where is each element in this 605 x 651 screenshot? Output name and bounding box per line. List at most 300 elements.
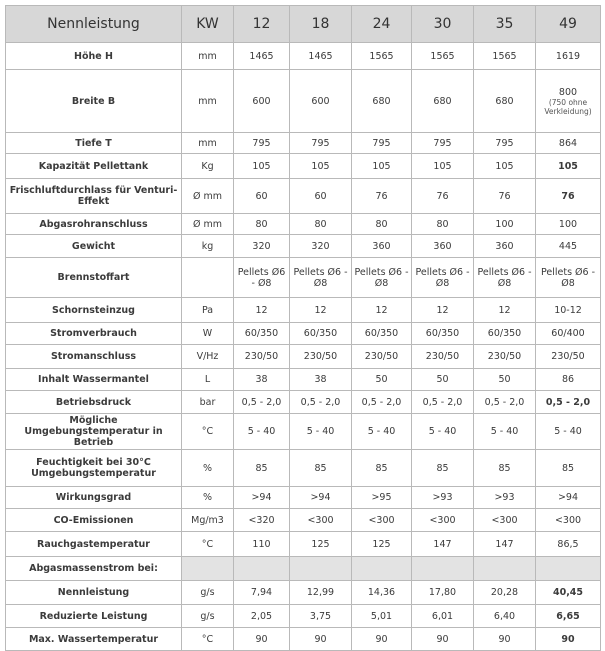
value-cell xyxy=(352,154,412,179)
value-text: 0,5 - 2,0 xyxy=(300,396,341,408)
value-cell xyxy=(352,323,412,345)
value-cell xyxy=(474,605,536,628)
header-cell: 35 xyxy=(474,6,536,43)
value-text: 0,5 - 2,0 xyxy=(241,396,282,408)
value-text: 76 xyxy=(498,190,511,202)
header-row xyxy=(6,6,601,43)
table-row xyxy=(6,391,601,414)
value-cell xyxy=(352,214,412,235)
value-cell xyxy=(474,179,536,214)
table-row xyxy=(6,450,601,487)
value-cell xyxy=(412,509,474,532)
value-cell xyxy=(412,345,474,369)
table-row xyxy=(6,298,601,323)
value-text: 85 xyxy=(314,462,327,474)
value-cell xyxy=(536,258,601,298)
value-text: 147 xyxy=(433,538,452,550)
value-text: <300 xyxy=(307,514,334,526)
value-cell xyxy=(290,298,352,323)
value-text: 230/50 xyxy=(303,351,338,362)
value-cell xyxy=(412,605,474,628)
value-cell xyxy=(290,414,352,450)
unit-cell: g/s xyxy=(182,581,234,605)
value-cell xyxy=(474,214,536,235)
unit-cell: Mg/m3 xyxy=(182,509,234,532)
value-cell xyxy=(234,487,290,509)
header-cell: 49 xyxy=(536,6,601,43)
value-cell xyxy=(474,414,536,450)
value-cell xyxy=(412,235,474,258)
value-cell xyxy=(474,154,536,179)
value-cell xyxy=(290,258,352,298)
value-text: 105 xyxy=(433,160,452,172)
row-label: Inhalt Wassermantel xyxy=(6,369,182,391)
unit-cell: kg xyxy=(182,235,234,258)
value-cell xyxy=(412,391,474,414)
value-text: 60/350 xyxy=(303,328,338,339)
value-text: 80 xyxy=(375,218,388,230)
value-text: 110 xyxy=(252,538,271,550)
value-cell xyxy=(412,532,474,557)
value-cell xyxy=(290,154,352,179)
value-cell xyxy=(290,509,352,532)
value-cell xyxy=(536,532,601,557)
section-value-cell xyxy=(352,557,412,581)
unit-cell xyxy=(182,258,234,298)
value-cell xyxy=(352,487,412,509)
value-cell xyxy=(352,298,412,323)
value-cell xyxy=(290,133,352,154)
value-cell xyxy=(352,532,412,557)
value-text: 14,36 xyxy=(367,587,396,598)
value-text: <300 xyxy=(368,514,395,526)
header-cell: 18 xyxy=(290,6,352,43)
value-cell xyxy=(536,43,601,70)
unit-cell: % xyxy=(182,487,234,509)
unit-cell: W xyxy=(182,323,234,345)
value-cell xyxy=(234,323,290,345)
value-cell xyxy=(290,70,352,133)
value-text: 76 xyxy=(436,190,449,202)
value-cell xyxy=(290,235,352,258)
value-text: 680 xyxy=(433,95,452,107)
table-row xyxy=(6,487,601,509)
table-row xyxy=(6,414,601,450)
unit-cell: °C xyxy=(182,414,234,450)
value-text: 40,45 xyxy=(552,587,584,598)
value-cell xyxy=(536,214,601,235)
value-cell xyxy=(474,628,536,651)
value-cell xyxy=(412,450,474,487)
value-text: Pellets Ø6 - Ø8 xyxy=(477,266,532,289)
row-label: Nennleistung xyxy=(6,581,182,605)
header-cell: KW xyxy=(182,6,234,43)
value-text: 12 xyxy=(255,304,268,316)
value-text: 60 xyxy=(255,190,268,202)
row-label: Kapazität Pellettank xyxy=(6,154,182,179)
row-label: Reduzierte Leistung xyxy=(6,605,182,628)
value-cell xyxy=(474,70,536,133)
value-text: 38 xyxy=(314,374,327,385)
value-cell xyxy=(412,323,474,345)
section-value-cell xyxy=(234,557,290,581)
unit-cell: Ø mm xyxy=(182,214,234,235)
value-cell xyxy=(234,414,290,450)
value-text: 86,5 xyxy=(557,538,579,550)
value-text: 1565 xyxy=(492,50,517,62)
value-cell xyxy=(290,179,352,214)
value-text: 90 xyxy=(314,633,327,645)
value-cell xyxy=(352,581,412,605)
table-row xyxy=(6,179,601,214)
value-cell xyxy=(234,43,290,70)
value-text: 80 xyxy=(255,218,268,230)
value-text: 5 - 40 xyxy=(306,426,335,437)
row-label: Max. Wassertemperatur xyxy=(6,628,182,651)
value-text: 105 xyxy=(311,160,330,172)
value-text: Pellets Ø6 - Ø8 xyxy=(354,266,409,289)
value-text: 864 xyxy=(558,137,578,149)
table-row xyxy=(6,557,601,581)
value-cell xyxy=(290,532,352,557)
value-text: 445 xyxy=(558,240,578,252)
value-text: 1465 xyxy=(308,50,333,62)
value-cell xyxy=(536,391,601,414)
value-text: 20,28 xyxy=(490,587,519,598)
value-text: 230/50 xyxy=(425,351,460,362)
value-text: 320 xyxy=(311,240,330,252)
value-text: 80 xyxy=(436,218,449,230)
row-label: CO-Emissionen xyxy=(6,509,182,532)
value-cell xyxy=(234,391,290,414)
section-value-cell xyxy=(536,557,601,581)
value-cell xyxy=(412,70,474,133)
value-text: 6,40 xyxy=(493,610,516,622)
table-row xyxy=(6,258,601,298)
value-text: 795 xyxy=(372,137,391,149)
value-cell xyxy=(290,450,352,487)
unit-cell: Kg xyxy=(182,154,234,179)
section-value-cell xyxy=(290,557,352,581)
value-text: 10-12 xyxy=(554,304,582,316)
value-text: 105 xyxy=(252,160,271,172)
value-text: <320 xyxy=(248,514,275,526)
value-text: 680 xyxy=(495,95,514,107)
value-cell xyxy=(474,43,536,70)
value-text: Pellets Ø6 - Ø8 xyxy=(237,266,286,289)
value-text: 1565 xyxy=(369,50,394,62)
value-cell xyxy=(412,43,474,70)
row-label: Breite B xyxy=(6,70,182,133)
value-text: 6,65 xyxy=(556,610,580,622)
table-row xyxy=(6,133,601,154)
unit-cell: mm xyxy=(182,70,234,133)
value-cell xyxy=(290,214,352,235)
value-text: 0,5 - 2,0 xyxy=(361,396,402,408)
value-text: 5 - 40 xyxy=(367,426,396,437)
value-cell xyxy=(234,605,290,628)
value-text: 230/50 xyxy=(364,351,399,362)
value-text: 5 - 40 xyxy=(428,426,457,437)
value-text: 105 xyxy=(372,160,391,172)
value-cell xyxy=(536,70,601,133)
value-cell xyxy=(234,154,290,179)
value-text: 6,01 xyxy=(431,610,454,622)
value-text: >94 xyxy=(310,492,331,503)
value-text: 12 xyxy=(436,304,449,316)
value-cell xyxy=(290,323,352,345)
value-text: 5 - 40 xyxy=(490,426,519,437)
value-cell xyxy=(474,235,536,258)
section-value-cell xyxy=(474,557,536,581)
value-cell xyxy=(352,605,412,628)
row-label: Brennstoffart xyxy=(6,258,182,298)
value-cell xyxy=(290,369,352,391)
value-text: 90 xyxy=(375,633,388,645)
value-cell xyxy=(536,154,601,179)
value-cell xyxy=(234,509,290,532)
row-label: Rauchgastemperatur xyxy=(6,532,182,557)
value-text: 60/350 xyxy=(244,328,279,339)
table-row xyxy=(6,369,601,391)
value-cell xyxy=(234,581,290,605)
value-text: 85 xyxy=(436,462,449,474)
value-cell xyxy=(536,133,601,154)
table-row xyxy=(6,345,601,369)
value-cell xyxy=(536,509,601,532)
value-text: 60/400 xyxy=(551,328,585,339)
value-text: 105 xyxy=(558,160,578,172)
value-text: 800 xyxy=(558,86,578,98)
value-text: 100 xyxy=(558,218,578,230)
value-text: >93 xyxy=(432,492,453,503)
value-text: 90 xyxy=(436,633,449,645)
value-cell xyxy=(234,369,290,391)
value-cell xyxy=(536,235,601,258)
unit-cell: Ø mm xyxy=(182,179,234,214)
value-text: >95 xyxy=(371,492,392,503)
value-cell xyxy=(234,70,290,133)
value-text: 85 xyxy=(375,462,388,474)
value-cell xyxy=(474,298,536,323)
value-cell xyxy=(412,133,474,154)
row-label: Abgasrohranschluss xyxy=(6,214,182,235)
value-note: (750 ohne Verkleidung) xyxy=(544,97,592,116)
value-cell xyxy=(290,391,352,414)
value-text: 90 xyxy=(498,633,511,645)
value-cell xyxy=(474,509,536,532)
value-cell xyxy=(352,235,412,258)
unit-cell: % xyxy=(182,450,234,487)
value-text: 76 xyxy=(561,190,575,202)
value-cell xyxy=(352,258,412,298)
table-row xyxy=(6,235,601,258)
value-text: Pellets Ø6 - Ø8 xyxy=(293,266,348,289)
value-text: 60/350 xyxy=(425,328,460,339)
value-cell xyxy=(290,487,352,509)
value-text: 50 xyxy=(436,374,449,385)
section-value-cell xyxy=(412,557,474,581)
spec-table-container xyxy=(5,5,601,651)
value-text: 12 xyxy=(375,304,388,316)
value-text: 100 xyxy=(495,218,514,230)
unit-cell: Pa xyxy=(182,298,234,323)
unit-cell: g/s xyxy=(182,605,234,628)
value-text: 360 xyxy=(433,240,452,252)
value-cell xyxy=(536,414,601,450)
value-cell xyxy=(474,323,536,345)
value-text: 147 xyxy=(495,538,514,550)
value-cell xyxy=(536,298,601,323)
value-cell xyxy=(536,345,601,369)
table-row xyxy=(6,509,601,532)
value-text: Pellets Ø6 - Ø8 xyxy=(415,266,470,289)
spec-table xyxy=(5,5,601,651)
value-text: 795 xyxy=(311,137,330,149)
value-text: <300 xyxy=(554,514,582,526)
value-cell xyxy=(352,509,412,532)
row-label: Mögliche Umgebungstemperatur in Betrieb xyxy=(6,414,182,450)
row-label: Frischluftdurchlass für Venturi-Effekt xyxy=(6,179,182,214)
value-text: 17,80 xyxy=(428,587,457,598)
value-text: 680 xyxy=(372,95,391,107)
row-label: Stromanschluss xyxy=(6,345,182,369)
header-cell: 12 xyxy=(234,6,290,43)
value-cell xyxy=(474,345,536,369)
unit-cell: mm xyxy=(182,43,234,70)
table-row xyxy=(6,532,601,557)
value-cell xyxy=(536,581,601,605)
value-text: 38 xyxy=(255,374,268,385)
value-cell xyxy=(536,369,601,391)
value-cell xyxy=(352,391,412,414)
value-cell xyxy=(474,450,536,487)
value-cell xyxy=(536,450,601,487)
value-cell xyxy=(352,414,412,450)
value-cell xyxy=(352,133,412,154)
value-text: 795 xyxy=(433,137,452,149)
value-text: 360 xyxy=(372,240,391,252)
value-text: 600 xyxy=(252,95,271,107)
value-cell xyxy=(412,628,474,651)
value-text: 230/50 xyxy=(551,351,585,362)
value-text: 0,5 - 2,0 xyxy=(545,396,591,408)
value-text: 3,75 xyxy=(309,610,332,622)
value-cell xyxy=(474,391,536,414)
value-cell xyxy=(412,581,474,605)
value-text: 795 xyxy=(495,137,514,149)
value-text: 90 xyxy=(255,633,268,645)
table-row xyxy=(6,43,601,70)
value-text: 230/50 xyxy=(244,351,279,362)
value-cell xyxy=(474,532,536,557)
value-cell xyxy=(536,628,601,651)
value-cell xyxy=(412,487,474,509)
value-cell xyxy=(474,369,536,391)
header-cell: Nennleistung xyxy=(6,6,182,43)
value-cell xyxy=(234,298,290,323)
unit-cell: L xyxy=(182,369,234,391)
value-text: 105 xyxy=(495,160,514,172)
value-text: 0,5 - 2,0 xyxy=(422,396,463,408)
value-text: <300 xyxy=(491,514,518,526)
row-label: Betriebsdruck xyxy=(6,391,182,414)
value-text: 12,99 xyxy=(306,587,335,598)
value-text: 85 xyxy=(498,462,511,474)
value-text: 80 xyxy=(314,218,327,230)
value-cell xyxy=(234,235,290,258)
value-cell xyxy=(474,133,536,154)
value-text: 5 - 40 xyxy=(554,426,582,437)
table-row xyxy=(6,323,601,345)
value-cell xyxy=(412,369,474,391)
value-cell xyxy=(352,628,412,651)
value-cell xyxy=(536,179,601,214)
value-text: >94 xyxy=(251,492,272,503)
section-unit-cell xyxy=(182,557,234,581)
value-text: 60/350 xyxy=(487,328,522,339)
value-cell xyxy=(474,581,536,605)
unit-cell: bar xyxy=(182,391,234,414)
value-cell xyxy=(352,70,412,133)
value-cell xyxy=(412,154,474,179)
value-cell xyxy=(352,179,412,214)
table-row xyxy=(6,581,601,605)
value-text: 85 xyxy=(561,462,575,474)
table-row xyxy=(6,70,601,133)
value-cell xyxy=(290,581,352,605)
value-text: 7,94 xyxy=(250,587,273,598)
value-text: 76 xyxy=(375,190,388,202)
value-text: 1465 xyxy=(249,50,274,62)
unit-cell: mm xyxy=(182,133,234,154)
value-cell xyxy=(234,628,290,651)
value-text: >93 xyxy=(494,492,515,503)
value-cell xyxy=(412,258,474,298)
value-text: 2,05 xyxy=(250,610,273,622)
value-cell xyxy=(536,605,601,628)
value-cell xyxy=(536,323,601,345)
value-cell xyxy=(352,450,412,487)
value-text: 320 xyxy=(252,240,271,252)
unit-cell: °C xyxy=(182,532,234,557)
table-row xyxy=(6,154,601,179)
value-cell xyxy=(290,628,352,651)
value-cell xyxy=(234,532,290,557)
value-cell xyxy=(474,487,536,509)
row-label: Höhe H xyxy=(6,43,182,70)
value-text: 360 xyxy=(495,240,514,252)
table-row xyxy=(6,214,601,235)
row-label: Wirkungsgrad xyxy=(6,487,182,509)
table-row xyxy=(6,628,601,651)
value-text: 90 xyxy=(561,633,575,645)
value-cell xyxy=(290,43,352,70)
value-text: >94 xyxy=(557,492,579,503)
value-cell xyxy=(412,414,474,450)
value-text: 1565 xyxy=(430,50,455,62)
table-row xyxy=(6,605,601,628)
value-text: 12 xyxy=(498,304,511,316)
value-text: 230/50 xyxy=(487,351,522,362)
row-label: Tiefe T xyxy=(6,133,182,154)
value-text: 50 xyxy=(375,374,388,385)
value-text: 5 - 40 xyxy=(247,426,276,437)
value-cell xyxy=(412,298,474,323)
value-cell xyxy=(234,179,290,214)
value-cell xyxy=(352,345,412,369)
value-cell xyxy=(234,345,290,369)
